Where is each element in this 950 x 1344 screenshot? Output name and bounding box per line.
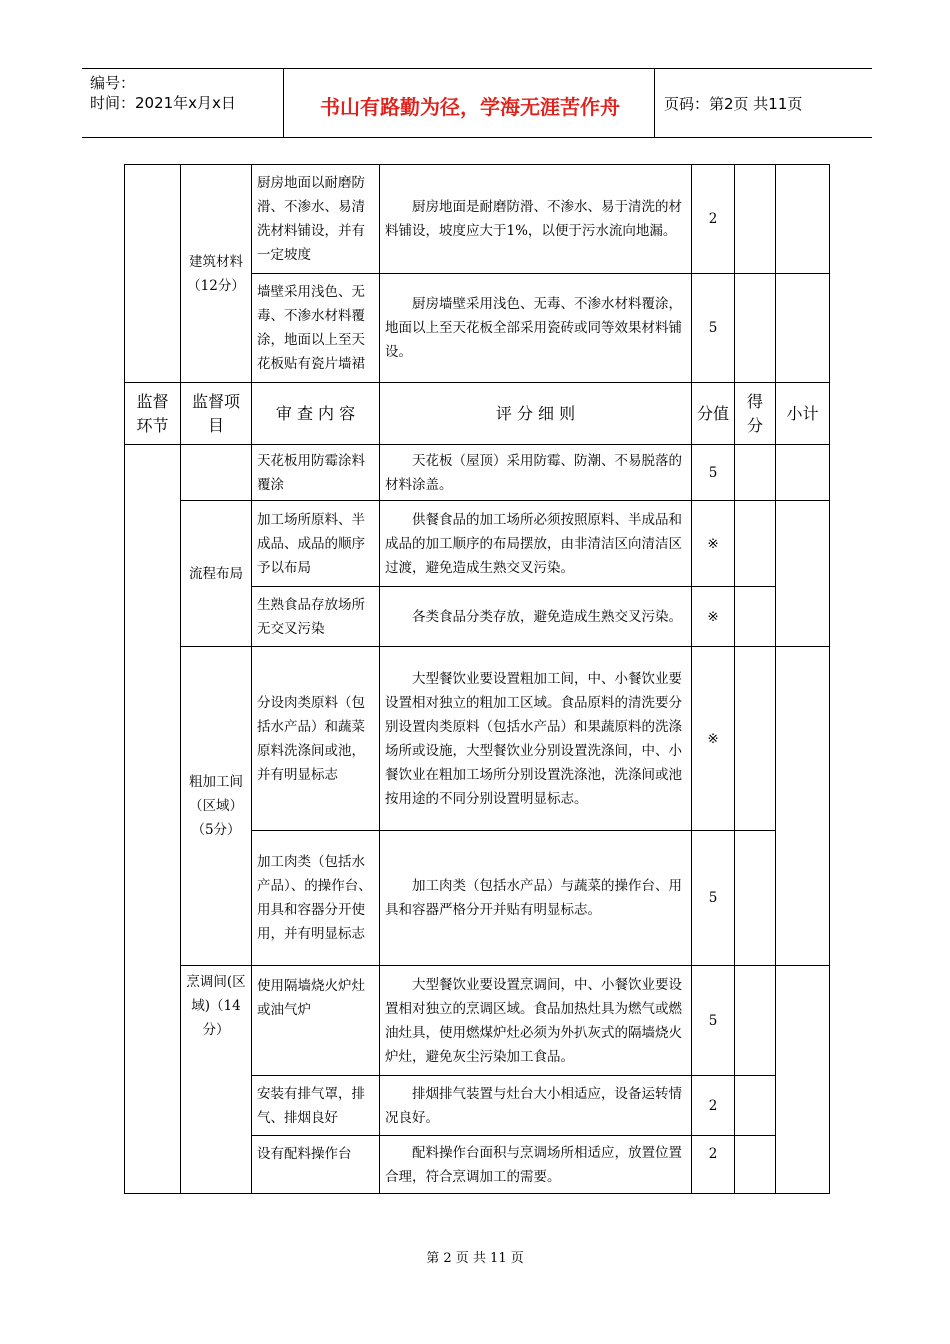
rule-cell: 天花板（屋顶）采用防霉、防潮、不易脱落的材料涂盖。 — [380, 445, 692, 501]
content-cell: 厨房地面以耐磨防滑、不渗水、易清洗材料铺设，并有一定坡度 — [252, 165, 380, 274]
rule-cell: 大型餐饮业要设置粗加工间，中、小餐饮业要设置相对独立的粗加工区域。食品原料的清洗要分别设置肉类原料（包括水产品）和果蔬原料的洗涤场所或设施，大型餐饮业分别设置洗涤间，中、小餐饮业在粗加工场所分别设置洗涤池，洗涤间或池按用途的不同分别设置明显标志。 — [380, 647, 692, 831]
project-cooking: 烹调间(区域)（14分） — [181, 966, 252, 1194]
header-got: 得分 — [735, 383, 776, 445]
got-cell — [735, 966, 776, 1076]
score-cell: ※ — [692, 501, 735, 587]
header-subtotal: 小计 — [776, 383, 830, 445]
subtotal-cell — [776, 647, 830, 966]
stage-cell-empty — [125, 445, 181, 1194]
score-cell: 2 — [692, 1076, 735, 1136]
project-cell-empty — [181, 445, 252, 501]
subtotal-cell — [776, 445, 830, 501]
header-score: 分值 — [692, 383, 735, 445]
document-header — [82, 68, 872, 138]
table-row — [125, 501, 830, 587]
content-cell: 墙壁采用浅色、无毒、不渗水材料覆涂，地面以上至天花板贴有瓷片墙裙 — [252, 274, 380, 383]
content-cell: 加工肉类（包括水产品）、的操作台、用具和容器分开使用，并有明显标志 — [252, 831, 380, 966]
subtotal-cell — [776, 501, 830, 647]
header-meta — [90, 73, 236, 113]
rule-cell: 大型餐饮业要设置烹调间，中、小餐饮业要设置相对独立的烹调区域。食品加热灶具为燃气或燃油灶具，使用燃煤炉灶必须为外扒灰式的隔墙烧火炉灶，避免灰尘污染加工食品。 — [380, 966, 692, 1076]
subtotal-cell — [776, 966, 830, 1194]
got-cell — [735, 587, 776, 647]
subtotal-cell — [776, 274, 830, 383]
got-cell — [735, 445, 776, 501]
header-rules: 评 分 细 则 — [380, 383, 692, 445]
content-cell: 天花板用防霉涂料覆涂 — [252, 445, 380, 501]
score-cell: 2 — [692, 1136, 735, 1194]
content-cell: 加工场所原料、半成品、成品的顺序予以布局 — [252, 501, 380, 587]
header-motto: 书山有路勤为径，学海无涯苦作舟 — [320, 95, 620, 119]
page-footer: 第 2 页 共 11 页 — [426, 1251, 524, 1266]
inspection-table — [124, 164, 830, 1194]
rule-cell: 厨房地面是耐磨防滑、不渗水、易于清洗的材料铺设，坡度应大于1%，以便于污水流向地漏。 — [380, 165, 692, 274]
rule-cell: 各类食品分类存放，避免造成生熟交叉污染。 — [380, 587, 692, 647]
got-cell — [735, 647, 776, 831]
header-stage: 监督环节 — [125, 383, 181, 445]
rule-cell: 供餐食品的加工场所必须按照原料、半成品和成品的加工顺序的布局摆放，由非清洁区向清洁区过渡，避免造成生熟交叉污染。 — [380, 501, 692, 587]
got-cell — [735, 501, 776, 587]
table-row — [125, 445, 830, 501]
content-cell: 生熟食品存放场所无交叉污染 — [252, 587, 380, 647]
header-divider — [283, 69, 284, 137]
doc-time-label: 时间：2021年x月x日 — [90, 94, 236, 112]
stage-cell-empty — [125, 165, 181, 383]
table-row — [125, 966, 830, 1076]
header-project: 监督项目 — [181, 383, 252, 445]
score-cell: 5 — [692, 966, 735, 1076]
rule-cell: 厨房墙壁采用浅色、无毒、不渗水材料覆涂，地面以上至天花板全部采用瓷砖或同等效果材料铺设。 — [380, 274, 692, 383]
score-cell: 5 — [692, 274, 735, 383]
score-cell: 5 — [692, 831, 735, 966]
table-header-row — [125, 383, 830, 445]
header-content: 审 查 内 容 — [252, 383, 380, 445]
score-cell: ※ — [692, 587, 735, 647]
header-page-info: 页码：第2页 共11页 — [664, 95, 803, 113]
table-row — [125, 647, 830, 831]
project-building-materials: 建筑材料（12分） — [181, 165, 252, 383]
score-cell: 5 — [692, 445, 735, 501]
project-rough-processing: 粗加工间（区域）（5分） — [181, 647, 252, 966]
rule-cell: 加工肉类（包括水产品）与蔬菜的操作台、用具和容器严格分开并贴有明显标志。 — [380, 831, 692, 966]
content-cell: 使用隔墙烧火炉灶或油气炉 — [252, 966, 380, 1076]
rule-cell: 排烟排气装置与灶台大小相适应，设备运转情况良好。 — [380, 1076, 692, 1136]
subtotal-cell — [776, 165, 830, 274]
project-flow-layout: 流程布局 — [181, 501, 252, 647]
table-row — [125, 165, 830, 274]
score-cell: 2 — [692, 165, 735, 274]
content-cell: 设有配料操作台 — [252, 1136, 380, 1194]
content-cell: 分设肉类原料（包括水产品）和蔬菜原料洗涤间或池，并有明显标志 — [252, 647, 380, 831]
got-cell — [735, 1076, 776, 1136]
got-cell — [735, 1136, 776, 1194]
got-cell — [735, 274, 776, 383]
got-cell — [735, 165, 776, 274]
doc-number-label: 编号： — [90, 74, 136, 92]
rule-cell: 配料操作台面积与烹调场所相适应，放置位置合理，符合烹调加工的需要。 — [380, 1136, 692, 1194]
score-cell: ※ — [692, 647, 735, 831]
content-cell: 安装有排气罩，排气、排烟良好 — [252, 1076, 380, 1136]
got-cell — [735, 831, 776, 966]
